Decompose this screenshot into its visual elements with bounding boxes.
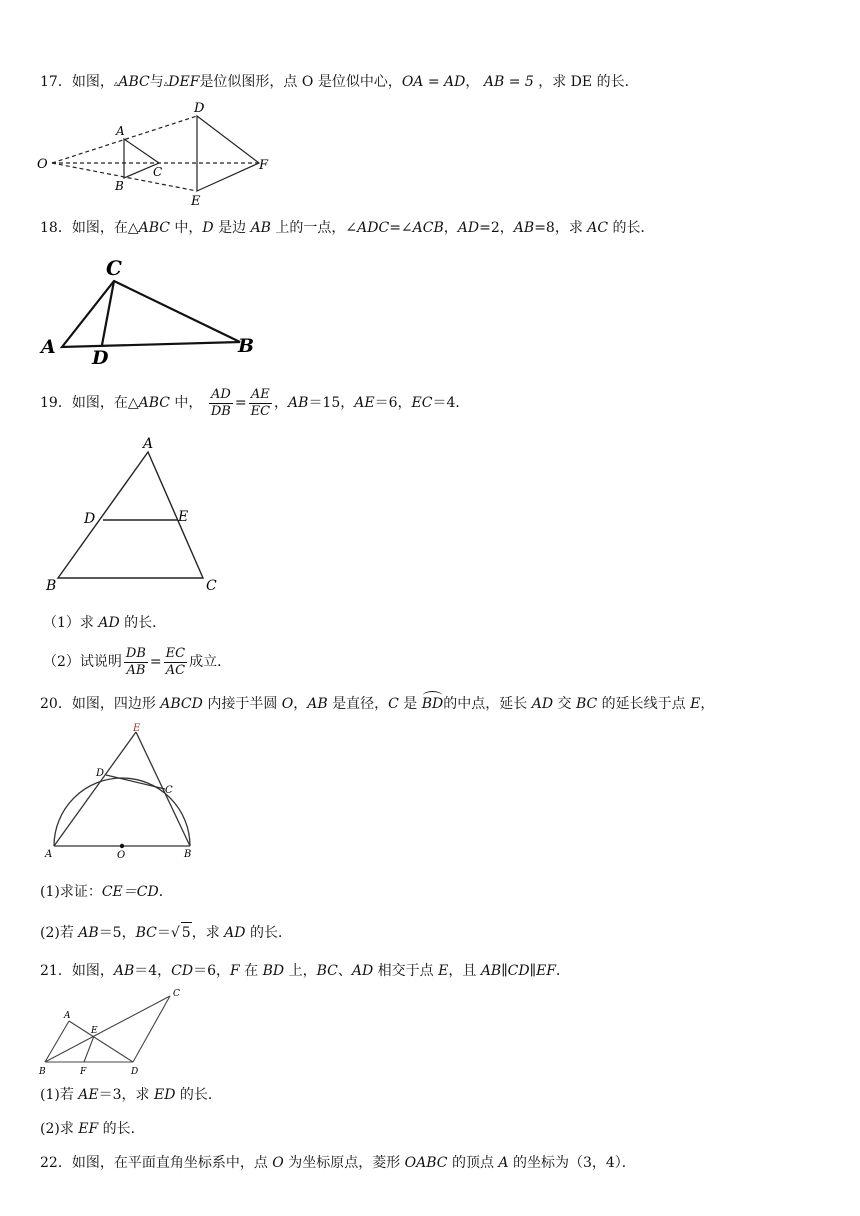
label-B: B: [184, 849, 192, 860]
label-F: F: [80, 1067, 87, 1077]
q19-text: 19．如图，在△ABC 中， $\frac{AD}{DB}$ = $\frac{AE}{EC}$ ，AB＝15，AE＝6，EC＝4．: [40, 386, 470, 419]
label-A: A: [41, 336, 56, 358]
q20-figure: [40, 722, 210, 864]
center-point: [120, 844, 124, 848]
label-A: A: [45, 849, 53, 860]
q17-figure: [34, 98, 274, 208]
label-D: D: [92, 347, 109, 369]
q20-sub2: (2)若 AB＝5，BC＝√ 5，求 AD 的长．: [40, 922, 292, 943]
label-B: B: [115, 179, 124, 193]
q18-figure: [36, 254, 266, 369]
label-E: E: [91, 1026, 98, 1036]
fraction-ad-db: $\frac{AD}{DB}$: [210, 386, 231, 419]
label-B: B: [238, 335, 255, 357]
label-E: E: [133, 723, 141, 734]
label-A: A: [143, 436, 154, 452]
label-F: F: [259, 158, 269, 173]
q19-figure: [40, 432, 230, 597]
label-E: E: [178, 509, 189, 525]
label-O: O: [117, 850, 126, 861]
label-C: C: [206, 578, 217, 594]
q19-sub2: （2）试说明 $\frac{DB}{AB}$ = $\frac{EC}{AC}$ 成立．: [43, 645, 232, 678]
label-E: E: [191, 194, 201, 208]
q19-sub1: （1）求 AD 的长．: [43, 615, 167, 631]
label-A: A: [116, 124, 125, 138]
q21-sub1: (1)若 AE＝3，求 ED 的长．: [40, 1087, 222, 1103]
fraction-ae-ec: $\frac{AE}{EC}$: [250, 386, 271, 419]
q20-text: 20．如图，四边形 ABCD 内接于半圆 O，AB 是直径，C 是 BD的中点，延长 AD 交 BC 的延长线于点 E，: [40, 690, 714, 714]
q18-text: 18．如图，在△ABC 中，D 是边 AB 上的一点，∠ADC=∠ACB，AD=2，AB=8，求 AC 的长．: [40, 220, 655, 236]
q17-text: 17．如图，▵ABC与▵DEF是位似图形，点 O 是位似中心，OA = AD， AB = 5 ，求 DE 的长．: [40, 74, 639, 90]
fraction-ec-ac: $\frac{EC}{AC}$: [165, 645, 186, 678]
q20-sub1: (1)求证：CE＝CD．: [40, 884, 173, 900]
label-C: C: [173, 989, 180, 999]
label-D: D: [96, 768, 105, 779]
label-A: A: [64, 1011, 71, 1021]
q22-text: 22．如图，在平面直角坐标系中，点 O 为坐标原点，菱形 OABC 的顶点 A 的坐标为（3，4）．: [40, 1155, 636, 1171]
label-O: O: [37, 157, 48, 172]
q21-figure: [36, 986, 196, 1078]
label-C: C: [106, 256, 122, 280]
label-B: B: [39, 1067, 46, 1077]
label-D: D: [131, 1067, 139, 1077]
label-C: C: [153, 165, 163, 179]
arc-bd: BD: [422, 690, 444, 714]
label-C: C: [165, 785, 173, 796]
fraction-db-ab: $\frac{DB}{AB}$: [125, 645, 146, 678]
label-D: D: [194, 101, 205, 116]
label-B: B: [46, 578, 57, 594]
q21-text: 21．如图，AB＝4，CD＝6，F 在 BD 上，BC、AD 相交于点 E，且 AB∥CD∥EF．: [40, 963, 571, 979]
label-D: D: [84, 511, 96, 527]
q21-sub2: (2)求 EF 的长．: [40, 1121, 145, 1137]
